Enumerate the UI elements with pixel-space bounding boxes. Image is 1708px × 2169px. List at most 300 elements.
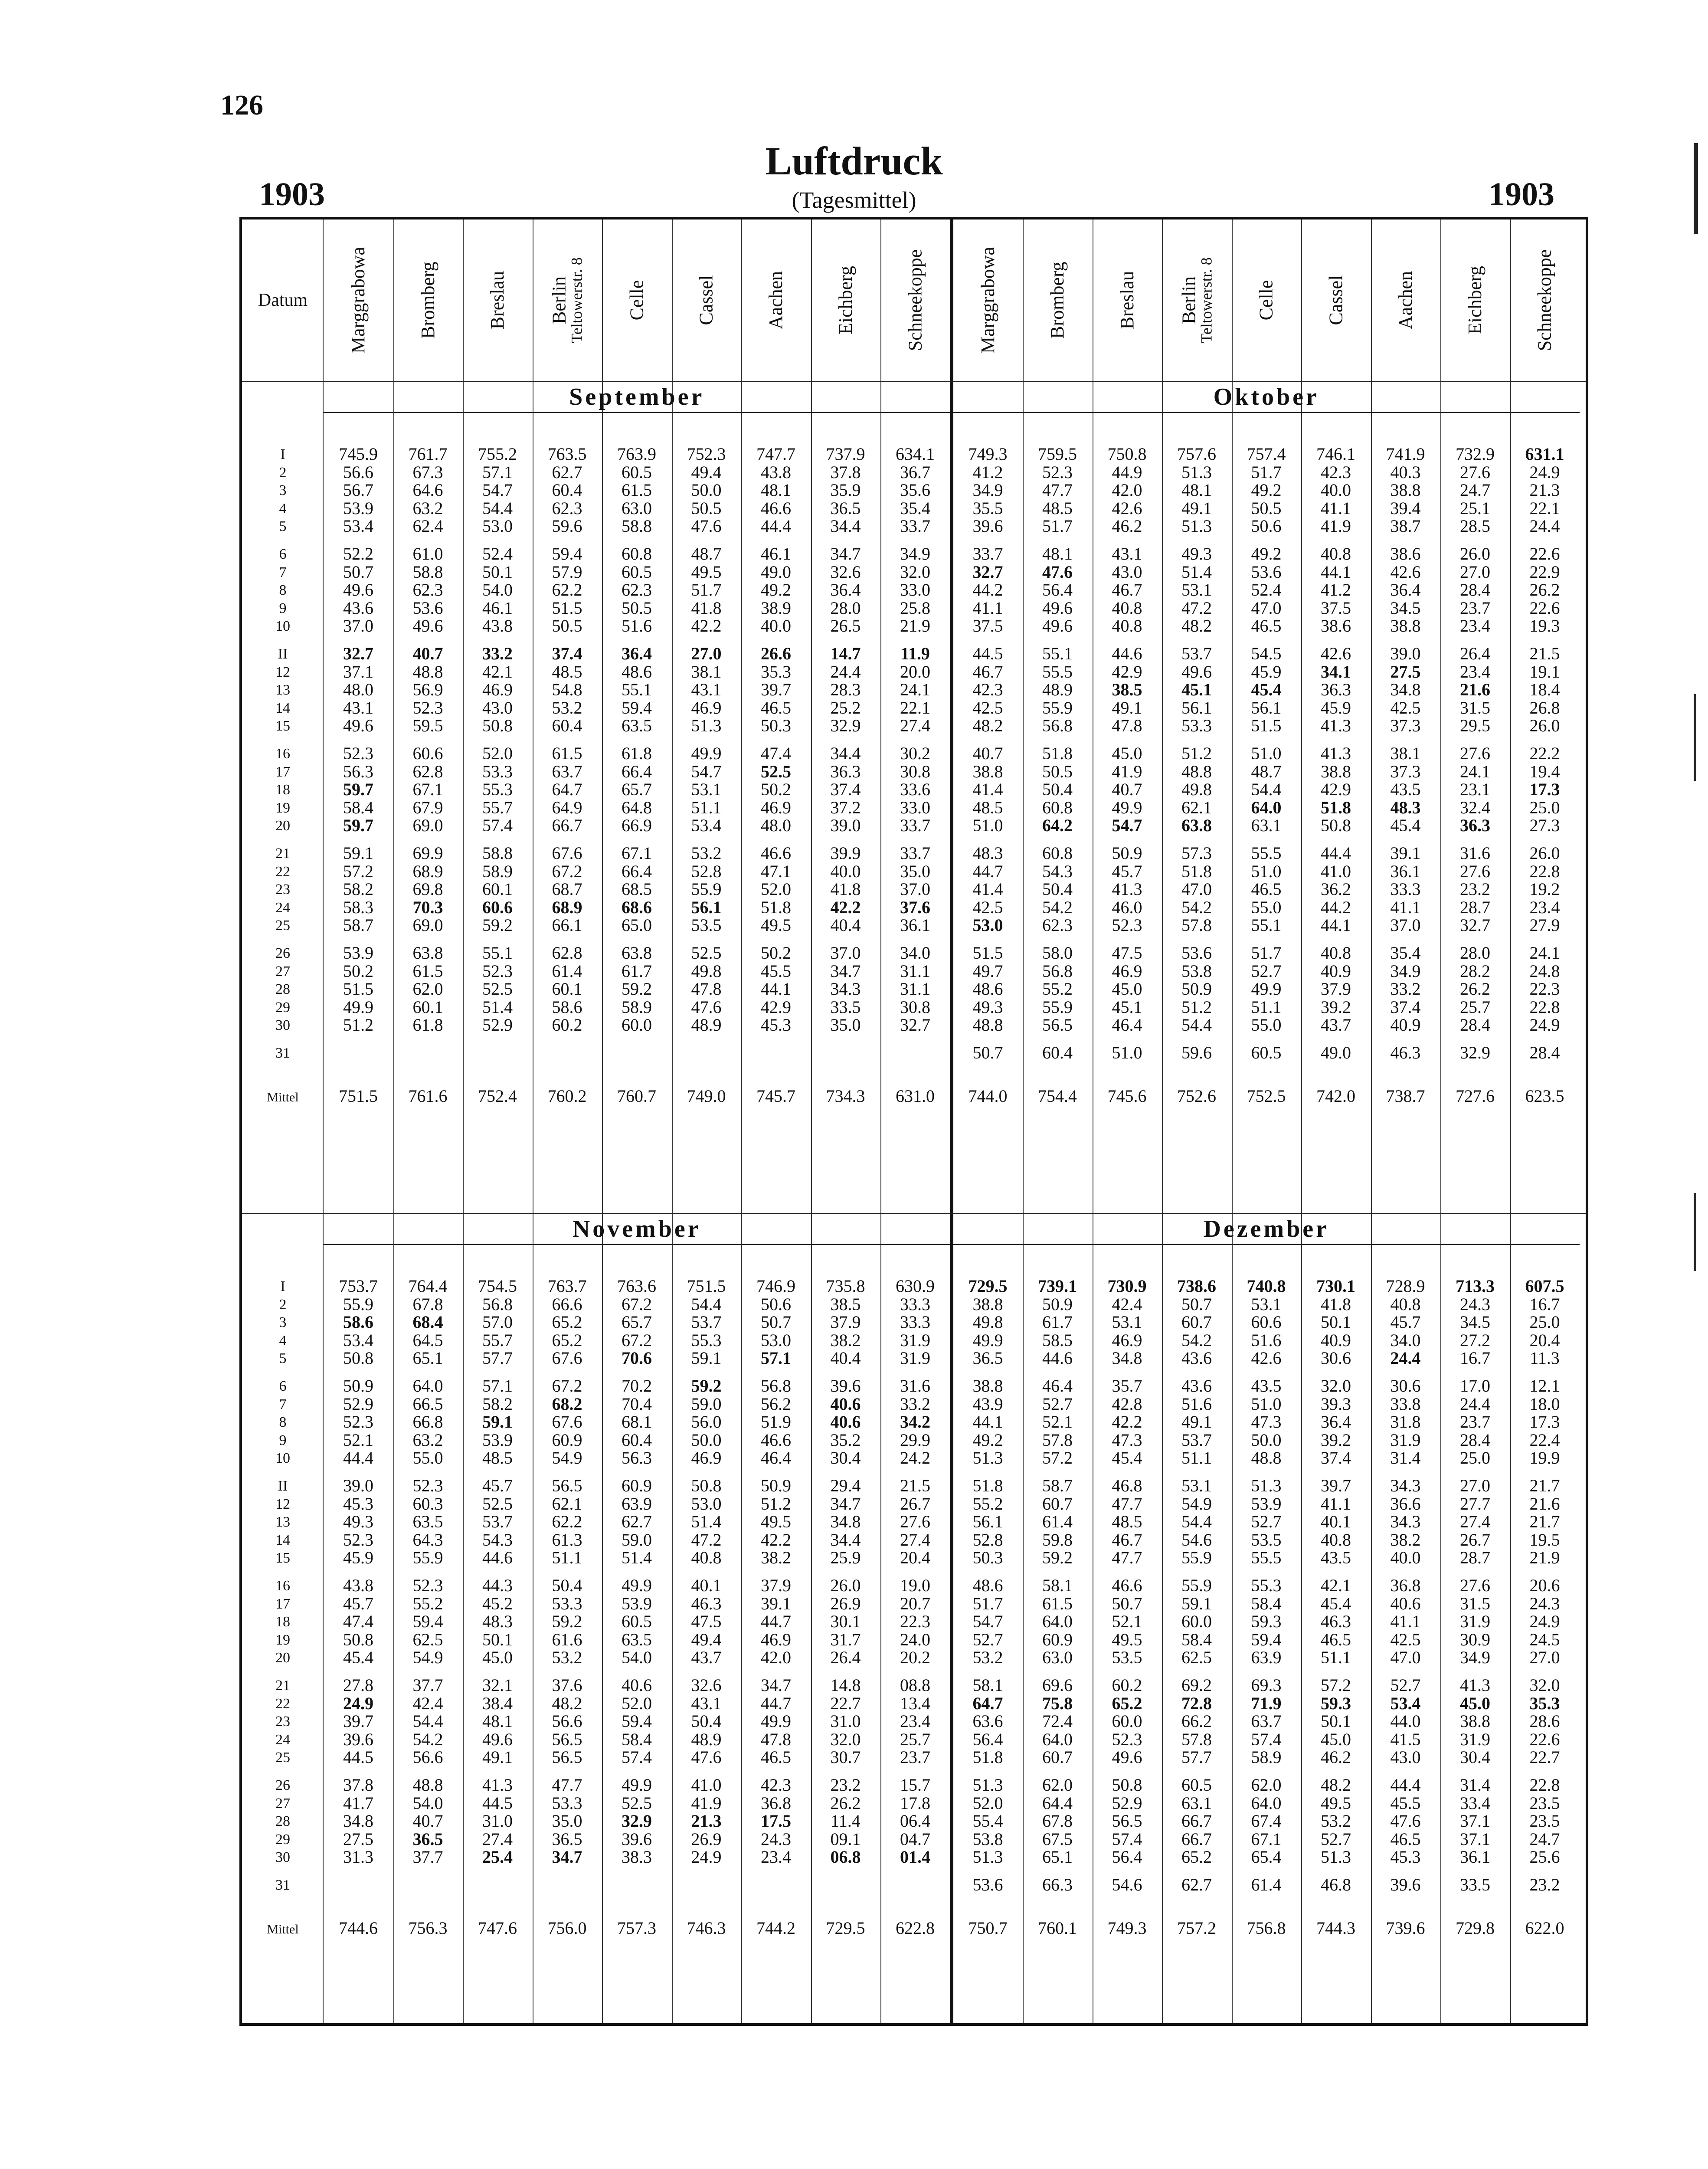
value-cell: 47.5 <box>1112 943 1142 963</box>
value-cell: 630.9 <box>896 1276 935 1296</box>
value-cell: 62.7 <box>552 462 582 482</box>
value-cell: 23.2 <box>1460 879 1490 899</box>
value-cell: 27.0 <box>691 644 722 663</box>
value-cell: 52.5 <box>482 1494 513 1514</box>
value-cell: 56.1 <box>1251 698 1282 718</box>
station-header <box>1023 220 1093 381</box>
value-cell: 48.8 <box>1251 1448 1282 1468</box>
value-cell: 41.7 <box>343 1793 373 1813</box>
value-cell: 34.9 <box>972 480 1003 500</box>
value-cell: 51.3 <box>972 1847 1003 1867</box>
value-cell: 38.3 <box>622 1847 652 1867</box>
value-cell: 50.3 <box>972 1548 1003 1568</box>
value-cell: 47.7 <box>552 1775 582 1795</box>
value-cell: 49.9 <box>622 1576 652 1595</box>
value-cell: 27.5 <box>343 1829 373 1849</box>
value-cell: 44.4 <box>761 516 791 536</box>
value-cell: 56.3 <box>343 761 373 781</box>
value-cell: 23.4 <box>1460 662 1490 681</box>
value-cell: 38.8 <box>1460 1711 1490 1731</box>
value-cell: 40.8 <box>1390 1294 1421 1314</box>
value-cell: 31.1 <box>900 979 930 999</box>
value-cell: 54.4 <box>412 1711 443 1731</box>
value-cell: 61.4 <box>1251 1875 1282 1894</box>
value-cell: 17.3 <box>1529 780 1560 799</box>
station-header <box>672 220 742 381</box>
value-cell: 25.1 <box>1460 498 1490 518</box>
value-cell: 62.0 <box>1042 1775 1073 1795</box>
value-cell: 51.8 <box>972 1747 1003 1767</box>
year-right: 1903 <box>1489 176 1554 213</box>
value-cell: 72.8 <box>1181 1693 1212 1713</box>
value-cell: 23.4 <box>761 1847 791 1867</box>
page-title: Luftdruck <box>765 139 943 183</box>
value-cell: 49.0 <box>761 562 791 582</box>
value-cell: 36.4 <box>622 644 652 663</box>
value-cell: 56.8 <box>1042 961 1073 981</box>
station-header <box>1371 220 1441 381</box>
value-cell: 24.1 <box>1460 761 1490 781</box>
value-cell: 46.9 <box>1112 961 1142 981</box>
value-cell: 63.7 <box>1251 1711 1282 1731</box>
value-cell: 62.0 <box>1251 1775 1282 1795</box>
value-cell: 728.9 <box>1386 1276 1425 1296</box>
value-cell: 64.3 <box>412 1530 443 1550</box>
value-cell: 17.0 <box>1460 1376 1490 1396</box>
value-cell: 57.4 <box>622 1747 652 1767</box>
value-cell: 40.8 <box>1321 943 1351 963</box>
value-cell: 24.5 <box>1529 1629 1560 1649</box>
value-cell: 30.4 <box>830 1448 861 1468</box>
value-cell: 49.6 <box>482 1729 513 1749</box>
value-cell: 49.9 <box>972 1330 1003 1350</box>
value-cell: 51.6 <box>622 616 652 636</box>
value-cell: 36.5 <box>552 1829 582 1849</box>
day-label: 8 <box>279 1414 287 1431</box>
value-cell: 52.0 <box>972 1793 1003 1813</box>
value-cell: 51.6 <box>1251 1330 1282 1350</box>
value-cell: 53.2 <box>1321 1811 1351 1831</box>
value-cell: 25.7 <box>900 1729 930 1749</box>
value-cell: 44.4 <box>1390 1775 1421 1795</box>
value-cell: 51.4 <box>691 1512 722 1532</box>
value-cell: 27.6 <box>1460 1576 1490 1595</box>
value-cell: 62.8 <box>412 761 443 781</box>
value-cell: 46.7 <box>1112 580 1142 600</box>
value-cell: 61.8 <box>412 1015 443 1035</box>
value-cell: 33.2 <box>1390 979 1421 999</box>
value-cell: 41.4 <box>972 780 1003 799</box>
value-cell: 37.4 <box>830 780 861 799</box>
scan-edge-mark <box>1694 1193 1696 1271</box>
value-cell: 59.4 <box>412 1612 443 1632</box>
value-cell: 59.4 <box>1251 1629 1282 1649</box>
value-cell: 26.7 <box>900 1494 930 1514</box>
value-cell: 34.8 <box>343 1811 373 1831</box>
value-cell: 53.2 <box>552 698 582 718</box>
mittel-cell: 729.5 <box>826 1918 865 1938</box>
value-cell: 62.8 <box>552 943 582 963</box>
value-cell: 24.9 <box>1529 462 1560 482</box>
mittel-cell: 739.6 <box>1386 1918 1425 1938</box>
value-cell: 55.9 <box>1042 997 1073 1017</box>
value-cell: 55.5 <box>1251 1548 1282 1568</box>
value-cell: 36.5 <box>830 498 861 518</box>
day-label: 21 <box>275 845 290 862</box>
mittel-cell: 747.6 <box>478 1918 517 1938</box>
value-cell: 57.1 <box>482 462 513 482</box>
value-cell: 60.8 <box>1042 843 1073 863</box>
value-cell: 48.1 <box>1181 480 1212 500</box>
value-cell: 37.8 <box>343 1775 373 1795</box>
value-cell: 46.5 <box>761 1747 791 1767</box>
day-label: 17 <box>275 1596 290 1612</box>
value-cell: 26.0 <box>1529 843 1560 863</box>
value-cell: 18.4 <box>1529 680 1560 700</box>
value-cell: 28.0 <box>830 598 861 618</box>
value-cell: 757.4 <box>1247 444 1286 464</box>
value-cell: 66.1 <box>552 915 582 935</box>
value-cell: 49.9 <box>343 997 373 1017</box>
value-cell: 27.6 <box>1460 744 1490 763</box>
value-cell: 49.8 <box>691 961 722 981</box>
value-cell: 51.1 <box>1321 1648 1351 1668</box>
value-cell: 36.8 <box>1390 1576 1421 1595</box>
value-cell: 27.7 <box>1460 1494 1490 1514</box>
mittel-cell: 760.1 <box>1038 1918 1077 1938</box>
value-cell: 52.2 <box>343 544 373 564</box>
month-title: Oktober <box>1213 383 1319 410</box>
value-cell: 34.7 <box>830 544 861 564</box>
value-cell: 39.0 <box>343 1476 373 1495</box>
value-cell: 47.0 <box>1390 1648 1421 1668</box>
day-label: 2 <box>279 464 287 481</box>
value-cell: 38.2 <box>830 1330 861 1350</box>
value-cell: 50.5 <box>622 598 652 618</box>
value-cell: 23.7 <box>1460 598 1490 618</box>
mittel-cell: 754.4 <box>1038 1086 1077 1106</box>
day-label: 7 <box>279 1396 287 1412</box>
value-cell: 747.7 <box>756 444 795 464</box>
value-cell: 50.0 <box>1251 1430 1282 1450</box>
value-cell: 46.3 <box>1321 1612 1351 1632</box>
value-cell: 38.6 <box>1321 616 1351 636</box>
value-cell: 54.4 <box>1181 1015 1212 1035</box>
value-cell: 40.9 <box>1321 961 1351 981</box>
value-cell: 63.1 <box>1181 1793 1212 1813</box>
value-cell: 26.2 <box>830 1793 861 1813</box>
value-cell: 14.8 <box>830 1675 861 1695</box>
mittel-cell: 623.5 <box>1525 1086 1564 1106</box>
value-cell: 53.8 <box>972 1829 1003 1849</box>
value-cell: 49.9 <box>691 744 722 763</box>
value-cell: 36.1 <box>1390 861 1421 881</box>
value-cell: 49.1 <box>1181 498 1212 518</box>
value-cell: 49.9 <box>1251 979 1282 999</box>
mittel-cell: 757.3 <box>617 1918 656 1938</box>
mittel-cell: 631.0 <box>896 1086 935 1106</box>
value-cell: 61.4 <box>1042 1512 1073 1532</box>
day-label: I <box>280 446 285 462</box>
value-cell: 56.5 <box>1112 1811 1142 1831</box>
station-name: Marggrabowa <box>347 247 369 354</box>
value-cell: 60.5 <box>622 1612 652 1632</box>
value-cell: 50.8 <box>1321 816 1351 835</box>
value-cell: 59.4 <box>622 698 652 718</box>
value-cell: 49.1 <box>1181 1412 1212 1432</box>
value-cell: 68.4 <box>412 1312 443 1332</box>
station-name: Cassel <box>1325 275 1347 325</box>
value-cell: 64.5 <box>412 1330 443 1350</box>
value-cell: 738.6 <box>1177 1276 1216 1296</box>
value-cell: 23.7 <box>900 1747 930 1767</box>
scan-edge-mark <box>1694 694 1696 781</box>
value-cell: 42.5 <box>1390 1629 1421 1649</box>
value-cell: 19.5 <box>1529 1530 1560 1550</box>
value-cell: 63.1 <box>1251 816 1282 835</box>
value-cell: 38.8 <box>972 1294 1003 1314</box>
value-cell: 69.0 <box>412 816 443 835</box>
day-label: 31 <box>275 1877 290 1893</box>
value-cell: 65.2 <box>1112 1693 1142 1713</box>
value-cell: 33.0 <box>900 797 930 817</box>
value-cell: 60.9 <box>1042 1629 1073 1649</box>
value-cell: 56.4 <box>1112 1847 1142 1867</box>
value-cell: 50.8 <box>482 716 513 736</box>
value-cell: 746.1 <box>1316 444 1355 464</box>
value-cell: 48.5 <box>1042 498 1073 518</box>
value-cell: 53.7 <box>1181 644 1212 663</box>
mittel-cell: 750.7 <box>968 1918 1008 1938</box>
value-cell: 60.0 <box>622 1015 652 1035</box>
value-cell: 24.9 <box>1529 1015 1560 1035</box>
value-cell: 66.4 <box>622 761 652 781</box>
value-cell: 22.3 <box>1529 979 1560 999</box>
value-cell: 47.4 <box>761 744 791 763</box>
value-cell: 44.5 <box>972 644 1003 663</box>
value-cell: 53.4 <box>691 816 722 835</box>
value-cell: 24.0 <box>900 1629 930 1649</box>
day-label: 4 <box>279 1332 287 1349</box>
value-cell: 42.3 <box>761 1775 791 1795</box>
value-cell: 63.5 <box>622 716 652 736</box>
value-cell: 44.7 <box>972 861 1003 881</box>
value-cell: 31.3 <box>343 1847 373 1867</box>
value-cell: 47.0 <box>1181 879 1212 899</box>
value-cell: 33.7 <box>900 816 930 835</box>
day-label: 6 <box>279 546 287 562</box>
station-header <box>533 220 602 381</box>
value-cell: 58.8 <box>622 516 652 536</box>
value-cell: 39.1 <box>1390 843 1421 863</box>
value-cell: 67.2 <box>552 1376 582 1396</box>
value-cell: 39.0 <box>1390 644 1421 663</box>
value-cell: 47.3 <box>1112 1430 1142 1450</box>
value-cell: 26.9 <box>691 1829 722 1849</box>
value-cell: 51.0 <box>1251 861 1282 881</box>
value-cell: 53.3 <box>552 1593 582 1613</box>
value-cell: 41.1 <box>1390 897 1421 917</box>
value-cell: 52.7 <box>1042 1394 1073 1414</box>
value-cell: 28.0 <box>1460 943 1490 963</box>
value-cell: 51.7 <box>1042 516 1073 536</box>
value-cell: 42.6 <box>1321 644 1351 663</box>
page-subtitle: (Tagesmittel) <box>792 187 916 213</box>
value-cell: 46.0 <box>1112 897 1142 917</box>
value-cell: 59.1 <box>482 1412 513 1432</box>
value-cell: 45.4 <box>1112 1448 1142 1468</box>
value-cell: 24.3 <box>1529 1593 1560 1613</box>
value-cell: 51.8 <box>1321 797 1351 817</box>
value-cell: 43.1 <box>343 698 373 718</box>
value-cell: 50.4 <box>552 1576 582 1595</box>
value-cell: 761.7 <box>408 444 448 464</box>
value-cell: 56.9 <box>412 680 443 700</box>
value-cell: 29.4 <box>830 1476 861 1495</box>
value-cell: 62.0 <box>412 979 443 999</box>
station-header <box>811 220 881 381</box>
value-cell: 45.0 <box>1112 744 1142 763</box>
value-cell: 50.7 <box>1181 1294 1212 1314</box>
value-cell: 24.3 <box>1460 1294 1490 1314</box>
value-cell: 45.3 <box>1390 1847 1421 1867</box>
value-cell: 58.0 <box>1042 943 1073 963</box>
value-cell: 26.0 <box>1460 544 1490 564</box>
value-cell: 53.1 <box>1112 1312 1142 1332</box>
value-cell: 52.8 <box>691 861 722 881</box>
value-cell: 23.7 <box>1460 1412 1490 1432</box>
value-cell: 32.4 <box>1460 797 1490 817</box>
value-cell: 42.8 <box>1112 1394 1142 1414</box>
day-label: 14 <box>275 1532 290 1548</box>
value-cell: 52.7 <box>1321 1829 1351 1849</box>
value-cell: 38.1 <box>1390 744 1421 763</box>
value-cell: 53.3 <box>1181 716 1212 736</box>
value-cell: 54.2 <box>1181 897 1212 917</box>
value-cell: 59.2 <box>482 915 513 935</box>
value-cell: 53.8 <box>1181 961 1212 981</box>
value-cell: 754.5 <box>478 1276 517 1296</box>
value-cell: 66.9 <box>622 816 652 835</box>
value-cell: 40.8 <box>1321 544 1351 564</box>
value-cell: 68.9 <box>552 897 582 917</box>
value-cell: 38.9 <box>761 598 791 618</box>
value-cell: 64.7 <box>552 780 582 799</box>
value-cell: 34.4 <box>830 516 861 536</box>
value-cell: 27.0 <box>1460 562 1490 582</box>
value-cell: 56.0 <box>691 1412 722 1432</box>
value-cell: 46.9 <box>691 1448 722 1468</box>
value-cell: 63.8 <box>1181 816 1212 835</box>
value-cell: 36.2 <box>1321 879 1351 899</box>
value-cell: 59.0 <box>622 1530 652 1550</box>
value-cell: 34.7 <box>830 961 861 981</box>
value-cell: 56.8 <box>1042 716 1073 736</box>
value-cell: 19.9 <box>1529 1448 1560 1468</box>
value-cell: 52.9 <box>343 1394 373 1414</box>
value-cell: 55.2 <box>972 1494 1003 1514</box>
value-cell: 67.2 <box>622 1294 652 1314</box>
value-cell: 17.3 <box>1529 1412 1560 1432</box>
value-cell: 41.3 <box>482 1775 513 1795</box>
value-cell: 49.6 <box>1042 598 1073 618</box>
value-cell: 53.9 <box>343 943 373 963</box>
value-cell: 46.6 <box>761 498 791 518</box>
day-label: 16 <box>275 746 290 762</box>
value-cell: 48.5 <box>552 662 582 681</box>
value-cell: 64.6 <box>412 480 443 500</box>
value-cell: 59.2 <box>622 979 652 999</box>
value-cell: 62.1 <box>1181 797 1212 817</box>
value-cell: 47.2 <box>1181 598 1212 618</box>
value-cell: 24.4 <box>830 662 861 681</box>
value-cell: 25.2 <box>830 698 861 718</box>
value-cell: 56.3 <box>622 1448 652 1468</box>
value-cell: 28.5 <box>1460 516 1490 536</box>
value-cell: 61.5 <box>622 480 652 500</box>
value-cell: 21.9 <box>1529 1548 1560 1568</box>
value-cell: 69.8 <box>412 879 443 899</box>
value-cell: 64.0 <box>412 1376 443 1396</box>
value-cell: 24.4 <box>1460 1394 1490 1414</box>
value-cell: 51.9 <box>761 1412 791 1432</box>
value-cell: 32.7 <box>900 1015 930 1035</box>
value-cell: 50.4 <box>691 1711 722 1731</box>
value-cell: 59.3 <box>1321 1693 1351 1713</box>
station-header <box>953 220 1023 381</box>
value-cell: 60.4 <box>552 480 582 500</box>
value-cell: 19.2 <box>1529 879 1560 899</box>
value-cell: 59.8 <box>1042 1530 1073 1550</box>
value-cell: 70.3 <box>412 897 443 917</box>
value-cell: 43.0 <box>1390 1747 1421 1767</box>
value-cell: 70.4 <box>622 1394 652 1414</box>
value-cell: 33.7 <box>900 843 930 863</box>
value-cell: 56.1 <box>972 1512 1003 1532</box>
station-subname: Teltowerstr. 8 <box>568 257 586 343</box>
value-cell: 01.4 <box>900 1847 930 1867</box>
value-cell: 44.1 <box>761 979 791 999</box>
value-cell: 11.3 <box>1530 1348 1560 1368</box>
value-cell: 59.1 <box>1181 1593 1212 1613</box>
value-cell: 59.4 <box>552 544 582 564</box>
day-label: 18 <box>275 1614 290 1630</box>
value-cell: 50.7 <box>1112 1593 1142 1613</box>
value-cell: 53.2 <box>552 1648 582 1668</box>
value-cell: 32.0 <box>1529 1675 1560 1695</box>
value-cell: 45.1 <box>1112 997 1142 1017</box>
value-cell: 62.1 <box>552 1494 582 1514</box>
station-name: Breslau <box>487 271 508 330</box>
value-cell: 34.8 <box>830 1512 861 1532</box>
value-cell: 25.9 <box>830 1548 861 1568</box>
value-cell: 57.7 <box>482 1348 513 1368</box>
value-cell: 53.6 <box>1181 943 1212 963</box>
value-cell: 60.4 <box>1042 1043 1073 1062</box>
value-cell: 43.8 <box>482 616 513 636</box>
value-cell: 51.4 <box>1181 562 1212 582</box>
value-cell: 56.5 <box>552 1476 582 1495</box>
value-cell: 49.3 <box>972 997 1003 1017</box>
value-cell: 45.4 <box>1390 816 1421 835</box>
value-cell: 47.0 <box>1251 598 1282 618</box>
value-cell: 56.1 <box>691 897 722 917</box>
value-cell: 48.3 <box>1390 797 1421 817</box>
value-cell: 54.9 <box>1181 1494 1212 1514</box>
value-cell: 45.9 <box>1251 662 1282 681</box>
value-cell: 52.3 <box>343 1530 373 1550</box>
value-cell: 37.6 <box>552 1675 582 1695</box>
